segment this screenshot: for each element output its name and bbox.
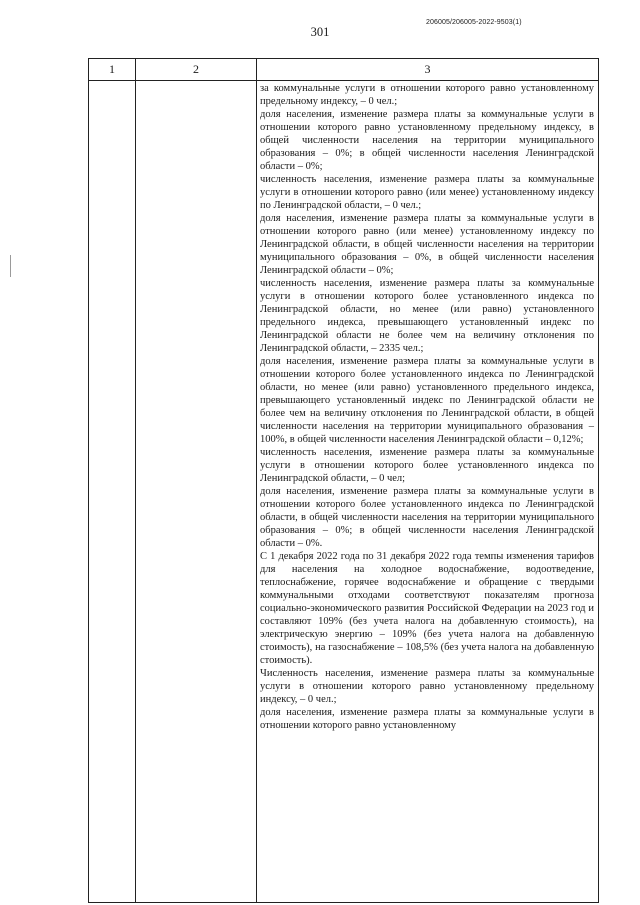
- scan-edge-mark: [10, 255, 11, 277]
- column-header-2: 2: [136, 59, 257, 81]
- paragraph: С 1 декабря 2022 года по 31 декабря 2022 года темпы изменения тарифов для населения на холодное водоснабжение, водоотведение, теплоснабжение, горячее водоснабжение и обращение с твердыми коммунальными отходами соответствуют показателям прогноза социально-экономического развития Российской Федерации на 2023 год и составляют 109% (без учета налога на добавленную стоимость), на электрическую энергию – 109% (без учета налога на добавленную стоимость), на газоснабжение – 108,5% (без учета налога на добавленную стоимость).: [260, 551, 594, 666]
- paragraph: доля населения, изменение размера платы за коммунальные услуги в отношении которого равно установленному предельному индексу, в общей численности населения на территории муниципального образования – 0%; в общей численности населения Ленинградской области – 0%;: [260, 109, 594, 172]
- column-header-1: 1: [89, 59, 136, 81]
- cell-text-block: [257, 81, 598, 732]
- paragraph: доля населения, изменение размера платы за коммунальные услуги в отношении которого равно установленному: [260, 707, 594, 731]
- paragraph: численность населения, изменение размера платы за коммунальные услуги в отношении которого более установленного индекса по Ленинградской области, – 0 чел;: [260, 447, 594, 484]
- document-table: [88, 58, 599, 903]
- column-header-3: 3: [257, 59, 599, 81]
- cell-col-1: [89, 81, 136, 903]
- paragraph: доля населения, изменение размера платы за коммунальные услуги в отношении которого более установленного индекса по Ленинградской области, но менее (или равно) установленного предельного индекса, превышающего установленный индекс по Ленинградской области не более чем на величину отклонения по Ленинградской области, в общей численности населения на территории муниципального образования – 100%, в общей численности населения Ленинградской области – 0,12%;: [260, 356, 594, 445]
- cell-col-3: [257, 81, 599, 903]
- page-number: 301: [310, 25, 330, 39]
- paragraph: доля населения, изменение размера платы за коммунальные услуги в отношении которого равно (или менее) установленному индексу по Ленинградской области, в общей численности населения на территории муниципального образования – 0%, в общей численности населения Ленинградской области – 0%;: [260, 213, 594, 276]
- table-row: [89, 81, 599, 903]
- document-id: 206005/206005-2022-9503(1): [426, 19, 522, 26]
- paragraph: за коммунальные услуги в отношении которого равно установленному предельному индексу, – 0 чел.;: [260, 83, 594, 107]
- paragraph: Численность населения, изменение размера платы за коммунальные услуги в отношении которого равно установленному предельному индексу, – 0 чел.;: [260, 668, 594, 705]
- table-header-row: [89, 59, 599, 81]
- paragraph: доля населения, изменение размера платы за коммунальные услуги в отношении которого более установленного индекса по Ленинградской области, в общей численности населения на территории муниципального образования – 0%; в общей численности населения Ленинградской области – 0%.: [260, 486, 594, 549]
- cell-col-2: [136, 81, 257, 903]
- paragraph: численность населения, изменение размера платы за коммунальные услуги в отношении которого более установленного индекса по Ленинградской области, но менее (или равно) установленного предельного индекса, превышающего установленный индекс по Ленинградской области не более чем на величину отклонения по Ленинградской области, – 2335 чел.;: [260, 278, 594, 354]
- paragraph: численность населения, изменение размера платы за коммунальные услуги в отношении которого равно (или менее) установленному индексу по Ленинградской области, – 0 чел.;: [260, 174, 594, 211]
